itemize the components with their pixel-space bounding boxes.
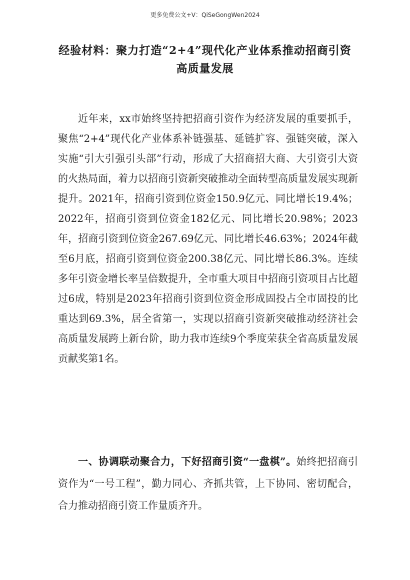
section-1-paragraph <box>58 452 358 518</box>
header-note: 更多免费公文+V：QiSeGongWen2024 <box>150 12 260 19</box>
title-line-1: 经验材料：聚力打造“2+4”现代化产业体系推动招商引资 <box>58 44 352 57</box>
section-1-text: 始终把招商引资作为“一号工程”，勤力同心、齐抓共管，上下协同、密切配合，合力推动招商引资工作量质齐升。 <box>58 457 358 512</box>
intro-paragraph: 近年来，xx市始终坚持把招商引资作为经济发展的重要抓手，聚焦“2+4”现代化产业体系补链强基、延链扩容、强链突破，深入实施“引大引强引头部”行动，形成了大招商招大商、大引资引大资的火热局面，着力以招商引资新突破推动全面转型高质量发展实现新提升。2021年，招商引资到位资金150.9亿元、同比增长19.4%；2022年，招商引资到位资金182亿元、同比增长20.98%；2023年，招商引资到位资金267.69亿元、同比增长46.63%；2024年截至6月底，招商引资到位资金200.38亿元、同比增长86.3%。连续多年引资金增长率呈倍数提升，全市重大项目中招商引资项目占比超过6成，特别是2023年招商引资到位资金形成固投占全市固投的比重达到69.3%，居全省第一，实现以招商引资新突破推动经济社会高质量发展跨上新台阶，助力我市连续9个季度荣获全省高质量发展贡献奖第1名。 <box>58 114 358 365</box>
title-line-2: 高质量发展 <box>176 62 234 75</box>
section-1-heading: 一、协调联动聚合力，下好招商引资“一盘棋”。 <box>78 457 297 468</box>
document-title <box>40 42 370 78</box>
